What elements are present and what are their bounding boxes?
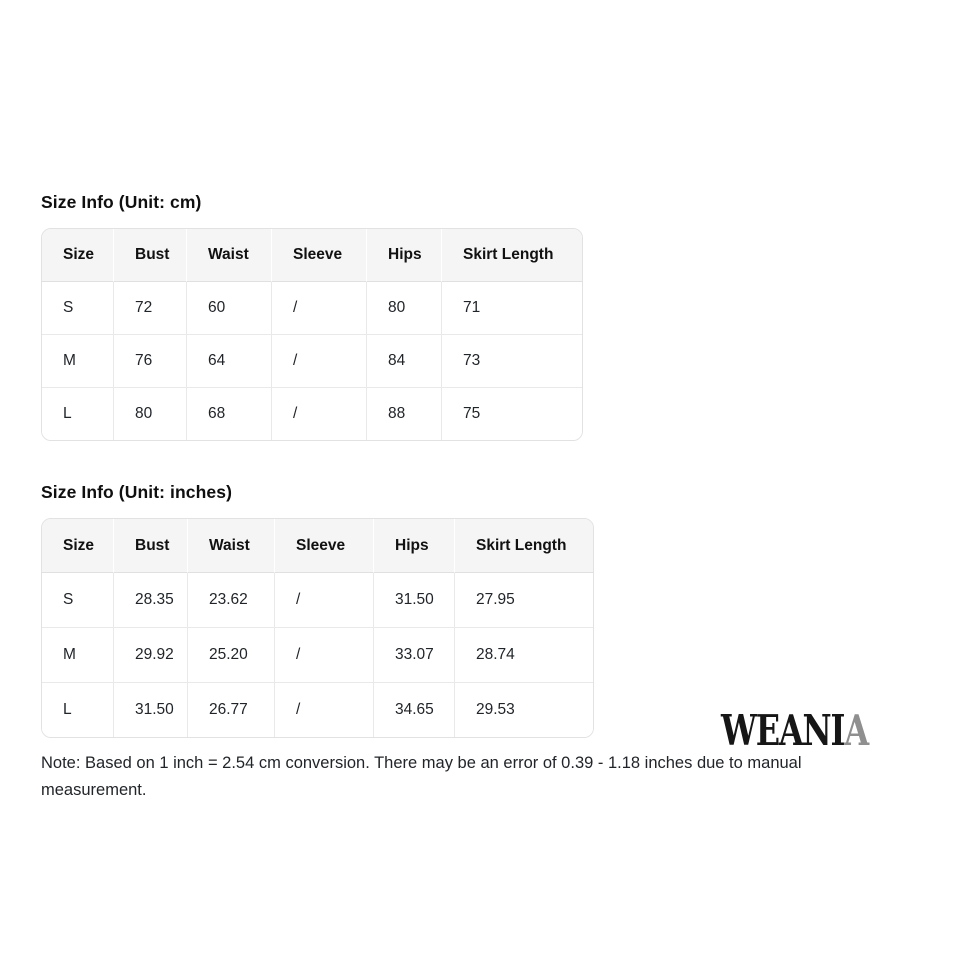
cell-size: M xyxy=(42,628,114,683)
header-cell-waist: Waist xyxy=(187,229,272,282)
cell-sleeve: / xyxy=(275,573,374,628)
cell-hips: 31.50 xyxy=(374,573,455,628)
size-table-cm xyxy=(41,228,583,441)
size-info-content xyxy=(41,191,802,804)
cell-hips: 88 xyxy=(367,388,442,440)
cell-hips: 80 xyxy=(367,282,442,335)
cell-bust: 72 xyxy=(114,282,187,335)
size-table-inches xyxy=(41,518,594,738)
header-cell-bust: Bust xyxy=(114,229,187,282)
header-cell-size: Size xyxy=(42,519,114,573)
note-text xyxy=(41,750,802,804)
cell-skirt-length: 75 xyxy=(442,388,582,440)
table-row xyxy=(42,628,593,683)
cell-waist: 60 xyxy=(187,282,272,335)
cell-hips: 33.07 xyxy=(374,628,455,683)
table-row xyxy=(42,335,582,388)
cell-waist: 26.77 xyxy=(188,683,275,737)
table-header-row xyxy=(42,519,593,573)
cell-skirt-length: 28.74 xyxy=(455,628,593,683)
cell-bust: 29.92 xyxy=(114,628,188,683)
cell-sleeve: / xyxy=(272,282,367,335)
table-row xyxy=(42,388,582,440)
cell-size: L xyxy=(42,388,114,440)
table-row xyxy=(42,573,593,628)
brand-logo-main-text: WEANI xyxy=(721,706,845,755)
header-cell-bust: Bust xyxy=(114,519,188,573)
cell-skirt-length: 71 xyxy=(442,282,582,335)
cell-waist: 68 xyxy=(187,388,272,440)
note-line-1: Note: Based on 1 inch = 2.54 cm conversion. There may be an error of 0.39 - 1.18 inches due to manual xyxy=(41,754,802,772)
cell-sleeve: / xyxy=(272,335,367,388)
section-title-cm: Size Info (Unit: cm) xyxy=(41,192,202,212)
table-row xyxy=(42,683,593,737)
header-cell-hips: Hips xyxy=(367,229,442,282)
brand-logo-accent-letter: A xyxy=(844,706,868,755)
table-row xyxy=(42,282,582,335)
cell-skirt-length: 73 xyxy=(442,335,582,388)
cell-sleeve: / xyxy=(272,388,367,440)
cell-skirt-length: 27.95 xyxy=(455,573,593,628)
header-cell-waist: Waist xyxy=(188,519,275,573)
cell-bust: 28.35 xyxy=(114,573,188,628)
cell-hips: 84 xyxy=(367,335,442,388)
header-cell-sleeve: Sleeve xyxy=(272,229,367,282)
cell-bust: 31.50 xyxy=(114,683,188,737)
cell-skirt-length: 29.53 xyxy=(455,683,593,737)
section-title-inches: Size Info (Unit: inches) xyxy=(41,482,233,502)
cell-size: S xyxy=(42,282,114,335)
cell-size: M xyxy=(42,335,114,388)
cell-sleeve: / xyxy=(275,683,374,737)
cell-bust: 80 xyxy=(114,388,187,440)
cell-size: S xyxy=(42,573,114,628)
cell-hips: 34.65 xyxy=(374,683,455,737)
table-header-row xyxy=(42,229,582,282)
cell-waist: 23.62 xyxy=(188,573,275,628)
header-cell-hips: Hips xyxy=(374,519,455,573)
cell-bust: 76 xyxy=(114,335,187,388)
header-cell-sleeve: Sleeve xyxy=(275,519,374,573)
header-cell-skirt-length: Skirt Length xyxy=(442,229,582,282)
cell-sleeve: / xyxy=(275,628,374,683)
header-cell-size: Size xyxy=(42,229,114,282)
cell-size: L xyxy=(42,683,114,737)
cell-waist: 64 xyxy=(187,335,272,388)
header-cell-skirt-length: Skirt Length xyxy=(455,519,593,573)
note-line-2: measurement. xyxy=(41,781,147,799)
cell-waist: 25.20 xyxy=(188,628,275,683)
